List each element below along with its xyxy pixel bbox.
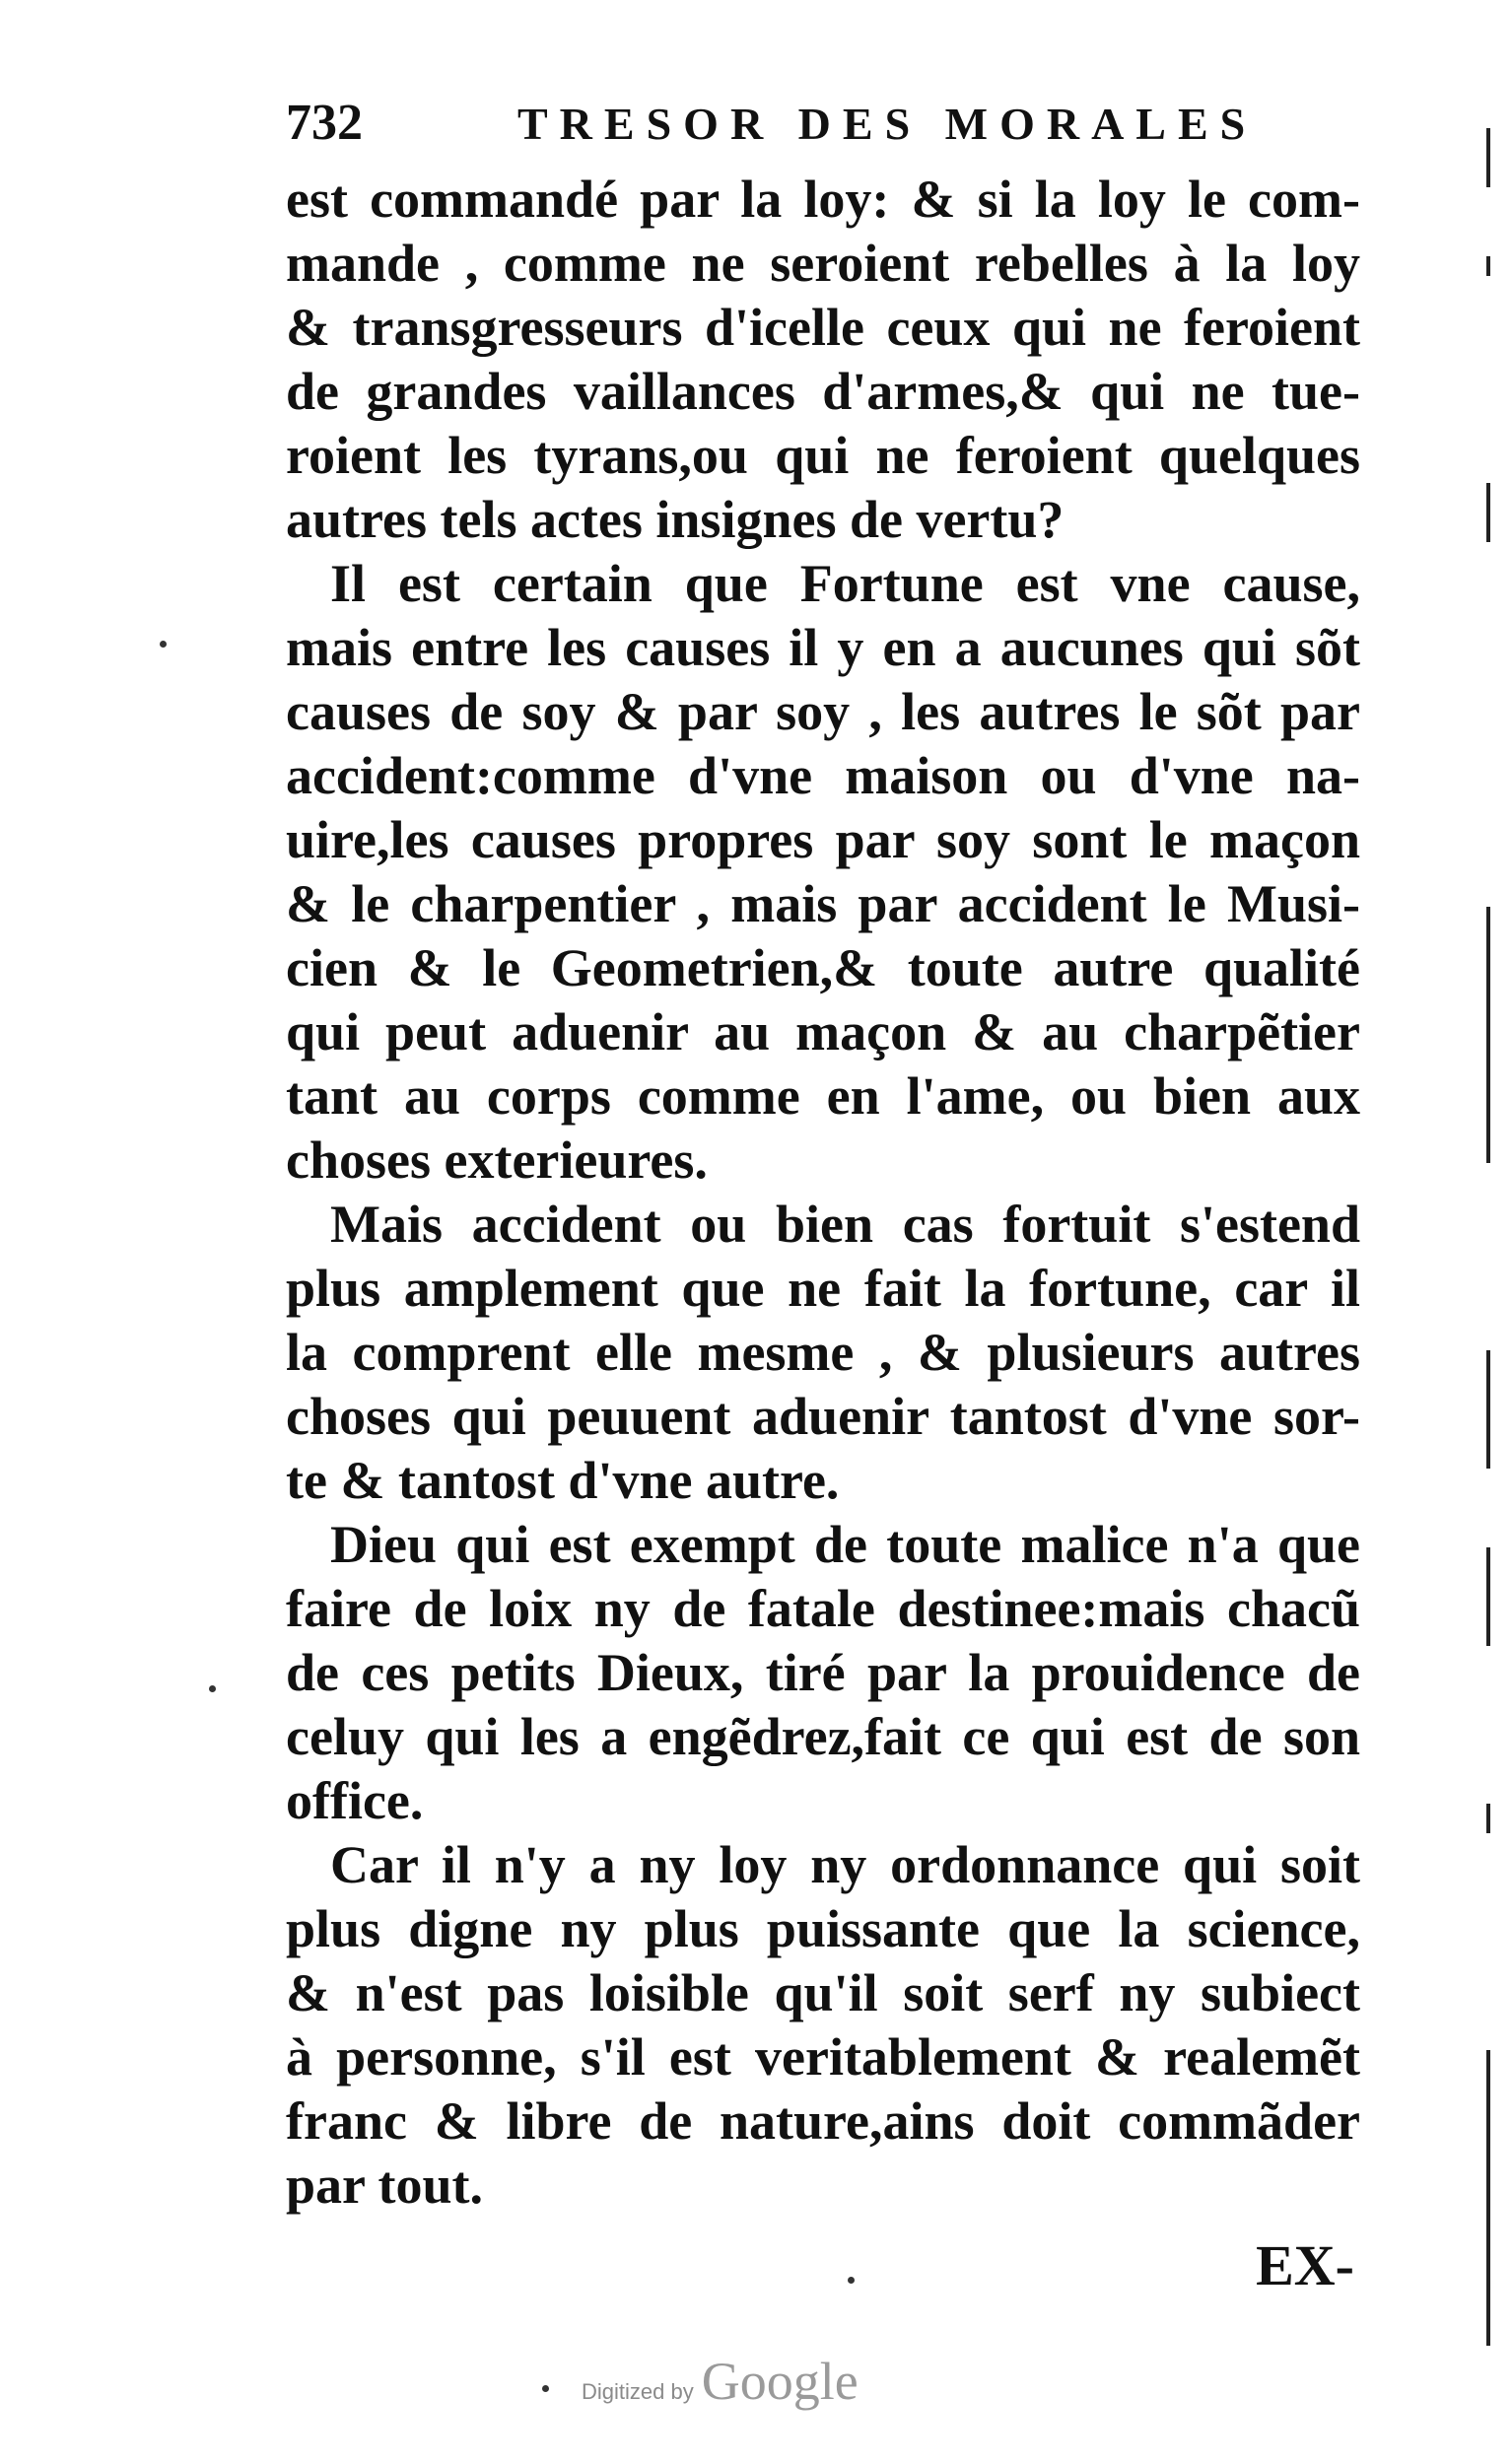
text-line: qui peut aduenir au maçon & au charpẽtier	[286, 1002, 1360, 1061]
text-line: celuy qui les a engẽdrez,fait ce qui est de son	[286, 1707, 1360, 1766]
text-line: cien & le Geometrien,& toute autre qualité	[286, 938, 1360, 997]
text-line: à personne, s'il est veritablement & realemẽt	[286, 2027, 1360, 2087]
text-line: office.	[286, 1771, 424, 1830]
text-line: Dieu qui est exempt de toute malice n'a que	[330, 1515, 1360, 1574]
body-text	[286, 168, 1360, 2218]
page-edge-marks	[1478, 128, 1498, 2346]
edge-mark	[1486, 1350, 1490, 1469]
watermark-prefix: Digitized by	[582, 2379, 694, 2404]
text-line: Car il n'y a ny loy ny ordonnance qui soit	[330, 1835, 1360, 1894]
running-head: TRESOR DES MORALES	[517, 99, 1258, 149]
text-line: franc & libre de nature,ains doit commãder	[286, 2091, 1360, 2151]
text-line: est commandé par la loy: & si la loy le com-	[286, 170, 1360, 229]
edge-mark	[1486, 483, 1490, 542]
text-line: choses exterieures.	[286, 1130, 708, 1190]
text-line: de grandes vaillances d'armes,& qui ne tue-	[286, 362, 1360, 421]
text-line: plus digne ny plus puissante que la science,	[286, 1899, 1360, 1958]
ink-speck	[209, 1685, 216, 1692]
edge-mark	[1486, 907, 1490, 1163]
text-line: te & tantost d'vne autre.	[286, 1451, 840, 1510]
page-header	[286, 94, 1271, 163]
text-line: uire,les causes propres par soy sont le maçon	[286, 810, 1360, 869]
watermark-brand: Google	[701, 2352, 859, 2411]
edge-mark	[1486, 1547, 1490, 1646]
text-line: causes de soy & par soy , les autres le sõt par	[286, 682, 1360, 741]
edge-mark	[1486, 1804, 1490, 1833]
text-line: par tout.	[286, 2156, 484, 2215]
ink-speck	[160, 641, 167, 648]
edge-mark	[1486, 256, 1490, 276]
text-line: Il est certain que Fortune est vne cause,	[330, 554, 1360, 613]
ink-speck	[542, 2385, 549, 2392]
text-line: & transgresseurs d'icelle ceux qui ne feroient	[286, 298, 1360, 357]
text-line: roient les tyrans,ou qui ne feroient quelques	[286, 426, 1360, 485]
digitization-watermark	[582, 2351, 859, 2410]
text-line: accident:comme d'vne maison ou d'vne na-	[286, 746, 1360, 805]
text-line: & le charpentier , mais par accident le Musi-	[286, 874, 1360, 933]
edge-mark	[1486, 2050, 1490, 2346]
page-number: 732	[286, 95, 363, 151]
text-line: faire de loix ny de fatale destinee:mais chacũ	[286, 1579, 1360, 1638]
edge-mark	[1486, 128, 1490, 187]
text-line: & n'est pas loisible qu'il soit serf ny subiect	[286, 1963, 1360, 2022]
text-line: Mais accident ou bien cas fortuit s'estend	[330, 1195, 1360, 1254]
text-line: autres tels actes insignes de vertu?	[286, 490, 1065, 549]
text-line: mande , comme ne seroient rebelles à la loy	[286, 234, 1360, 293]
text-line: choses qui peuuent aduenir tantost d'vne sor-	[286, 1387, 1360, 1446]
text-line: mais entre les causes il y en a aucunes qui sõt	[286, 618, 1360, 677]
ink-speck	[848, 2277, 855, 2284]
text-line: plus amplement que ne fait la fortune, car il	[286, 1259, 1360, 1318]
text-line: de ces petits Dieux, tiré par la prouidence de	[286, 1643, 1360, 1702]
text-line: tant au corps comme en l'ame, ou bien aux	[286, 1066, 1360, 1126]
catchword: EX-	[1256, 2233, 1354, 2297]
text-line: la comprent elle mesme , & plusieurs autres	[286, 1323, 1360, 1382]
